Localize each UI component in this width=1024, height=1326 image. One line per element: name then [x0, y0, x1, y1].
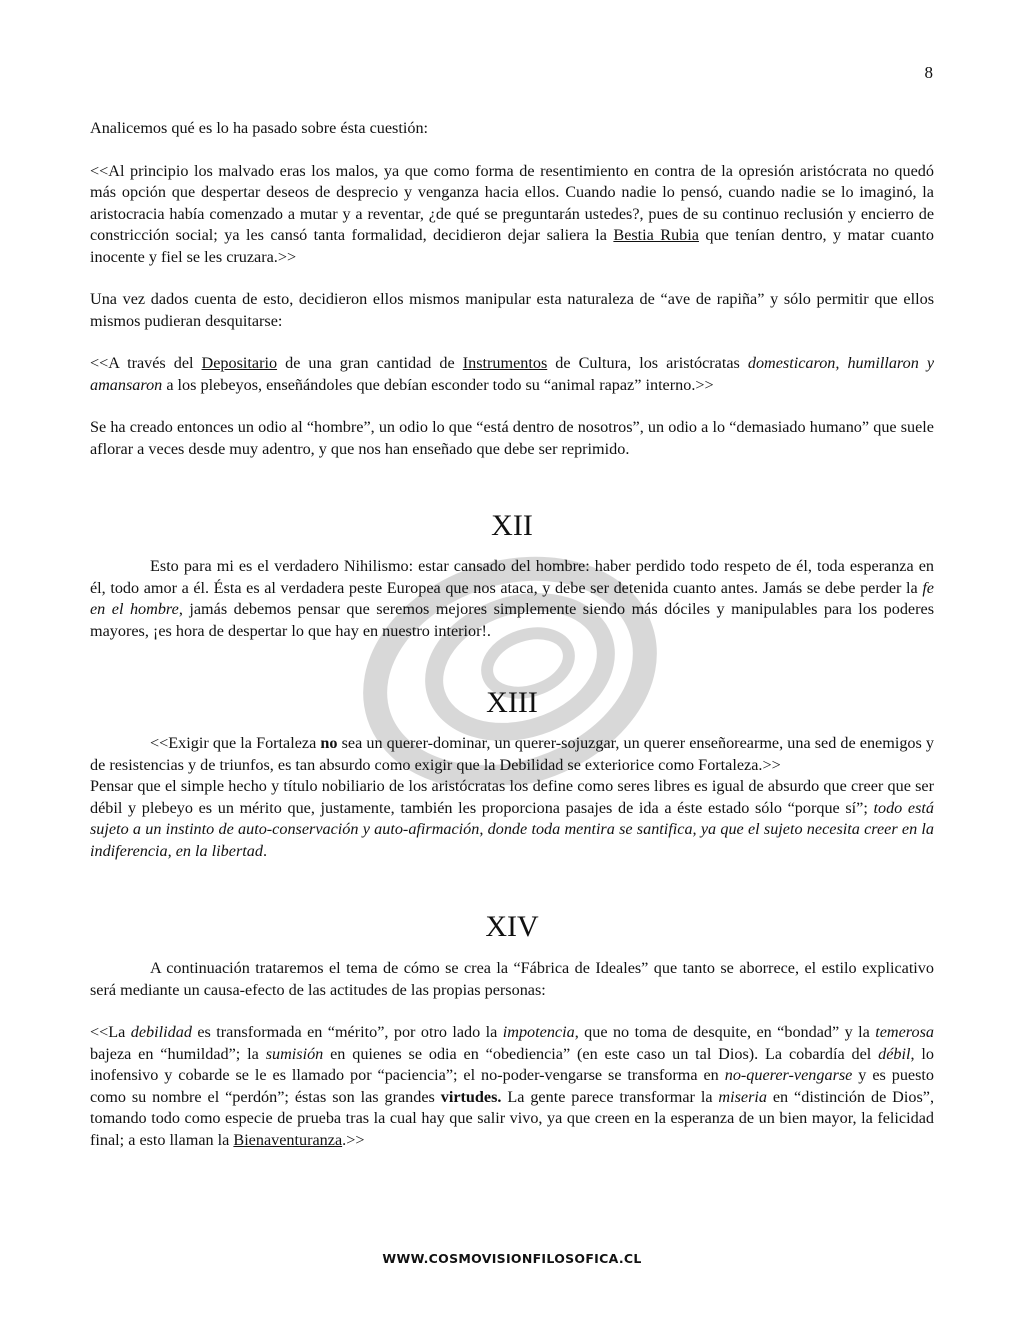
footer-website: WWW.COSMOVISIONFILOSOFICA.CL	[382, 1251, 642, 1266]
section-heading-xiv: XIV	[485, 910, 539, 943]
quote-bestia-rubia: <<Al principio los malvado eras los malos, ya que como forma de resentimiento en contra de la opresión aristócrata no quedó más opción que despertar deseos de desprecio y venganza hacia ellos. Cuando nadie lo pensó, cuando nadie se lo imaginó, la aristocracia había comenzado a mutar y a reventar, ¿de qué se preguntarán ustedes?, pues de su continuo reclusión y encierro de constricción social; ya les cansó tanta formalidad, decidieron dejar saliera la Bestia Rubia que tenían dentro, y matar cuanto inocente y fiel se les cruzara.>>	[90, 161, 934, 266]
paragraph-fabrica-de-ideales: A continuación trataremos el tema de cómo se crea la “Fábrica de Ideales” que tanto se aborrece, el estilo explicativo será mediante un causa-efecto de las actitudes de las propias personas:	[90, 959, 934, 999]
quote-depositario: <<A través del Depositario de una gran cantidad de Instrumentos de Cultura, los aristócratas domesticaron, humillaron y amansaron a los plebeyos, enseñándoles que debían esconder todo su “animal rapaz” interno.>>	[90, 354, 935, 394]
quote-fortaleza: <<Exigir que la Fortaleza no sea un querer-dominar, un querer-sojuzgar, un querer enseñorearme, una sed de enemigos y de resistencias y de triunfos, es tan absurdo como exigir que la Debilidad se exteriorice como Fortaleza.>>	[90, 734, 934, 774]
quote-debilidad: <<La debilidad es transformada en “mérito”, por otro lado la impotencia, que no toma de desquite, en “bondad” y la temerosa bajeza en “humildad”; la sumisión en quienes se odia en “obediencia” (en este caso un tal Dios). La cobardía del débil, lo inofensivo y cobarde se le es llamado por “paciencia”; el no-poder-vengarse se transforma en no-querer-vengarse y es puesto como su nombre el “perdón”; éstas son las grandes virtudes. La gente parece transformar la miseria en “distinción de Dios”, tomando todo como especie de prueba tras la cual hay que salir vivo, ya que creen en la esperanza de un bien mayor, la felicidad final; a esto llaman la Bienaventuranza.>>	[90, 1023, 935, 1149]
paragraph-aristocratas: Pensar que el simple hecho y título nobiliario de los aristócratas los define como seres libres es igual de absurdo que creer que ser débil y plebeyo es un mérito que, justamente, también les proporciona pasajes de ida a éste estado sólo “porque sí”; todo está sujeto a un instinto de auto-conservación y auto-afirmación, donde toda mentira se santifica, ya que el sujeto necesita creer en la indiferencia, en la libertad.	[90, 777, 934, 860]
paragraph-nihilismo: Esto para mi es el verdadero Nihilismo: estar cansado del hombre: haber perdido todo respeto de él, toda esperanza en él, todo amor a él. Ésta es al verdadera peste Europea que nos ataca, y debe ser detenida cuanto antes. Jamás se debe perder la fe en el hombre, jamás debemos pensar que seremos mejores simplemente siendo más dóciles y manipulables para los poderes mayores, ¡es hora de despertar lo que hay en nuestro interior!.	[90, 557, 934, 640]
bienaventuranza-link[interactable]: Bienaventuranza	[233, 1130, 343, 1149]
intro-paragraph: Analicemos qué es lo ha pasado sobre ésta cuestión:	[90, 119, 429, 137]
section-heading-xii: XII	[491, 509, 533, 542]
section-heading-xiii: XIII	[486, 686, 538, 719]
instrumentos-link[interactable]: Instrumentos	[462, 354, 548, 372]
bestia-rubia-link[interactable]: Bestia Rubia	[613, 226, 699, 244]
paragraph-odio-al-hombre: Se ha creado entonces un odio al “hombre”, un odio lo que “está dentro de nosotros”, un odio a lo “demasiado humano” que suele aflorar a veces desde muy adentro, y que nos han enseñado que debe ser reprimido.	[90, 418, 934, 458]
paragraph-ave-de-rapina: Una vez dados cuenta de esto, decidieron ellos mismos manipular esta naturaleza de “ave de rapiña” y sólo permitir que ellos mismos pudieran desquitarse:	[90, 290, 934, 330]
page-number: 8	[924, 63, 933, 82]
depositario-link[interactable]: Depositario	[201, 354, 278, 372]
document-body	[90, 118, 934, 1151]
